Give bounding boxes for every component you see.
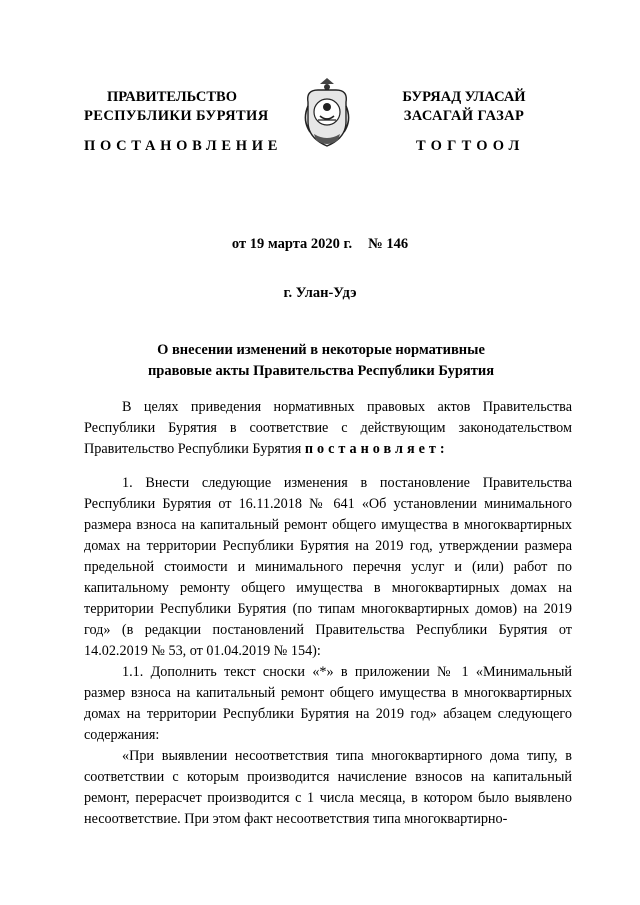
document-body (84, 397, 572, 830)
issuer-bua-line2: ЗАСАГАЙ ГАЗАР (403, 108, 525, 124)
issuer-bua-line1: БУРЯАД УЛАСАЙ (402, 89, 526, 105)
paragraph-1-1: 1.1. Дополнить текст сноски «*» в приложении № 1 «Минимальный размер взноса на капитальный ремонт общего имущества в многоквартирных домах на территории Республики Бурятия на 2019 год» абзацем следующего содержания: (84, 664, 572, 743)
doctype-bua: ТОГТООЛ (416, 138, 525, 154)
issuer-ru (84, 88, 269, 126)
intro-paragraph (84, 397, 572, 460)
intro-emphasis: постановляет: (304, 441, 449, 457)
document-title-line2: правовые акты Правительства Республики Бурятия (147, 363, 495, 379)
issuer-ru-line1: ПРАВИТЕЛЬСТВО (107, 89, 237, 105)
document-number: № 146 (368, 236, 409, 252)
coat-of-arms-icon (300, 76, 354, 152)
document-city: г. Улан-Удэ (283, 285, 357, 301)
document-date: от 19 марта 2020 г. (231, 236, 353, 252)
paragraph-quote: «При выявлении несоответствия типа многоквартирного дома типу, в соответствии с которым производится начисление взносов на капитальный ремонт, перерасчет производится с 1 числа месяца, в котором было выявлено несоответствие. При этом факт несоответствия типа многоквартирно- (84, 748, 572, 827)
issuer-ru-line2: РЕСПУБЛИКИ БУРЯТИЯ (84, 108, 269, 124)
document-date-line (0, 236, 640, 253)
document-title-line1: О внесении изменений в некоторые нормативные (157, 342, 485, 358)
document-title (80, 340, 562, 382)
issuer-bua (382, 88, 546, 126)
intro-text: В целях приведения нормативных правовых актов Правительства Республики Бурятия в соответствие с действующим законодательством Правительство Республики Бурятия (84, 399, 572, 457)
paragraph-1: 1. Внести следующие изменения в постановление Правительства Республики Бурятия от 16.11.2018 № 641 «Об установлении минимального размера взноса на капитальный ремонт общего имущества в многоквартирных домах на территории Республики Бурятия на 2019 год, утверждении размера предельной стоимости и минимального перечня услуг и (или) работ по капитальному ремонту общего имущества в многоквартирных домах на территории Республики Бурятия (по типам многоквартирных домов) на 2019 год» (в редакции постановлений Правительства Республики Бурятия от 14.02.2019 № 53, от 01.04.2019 № 154): (84, 475, 572, 659)
doctype-ru: ПОСТАНОВЛЕНИЕ (84, 138, 283, 154)
